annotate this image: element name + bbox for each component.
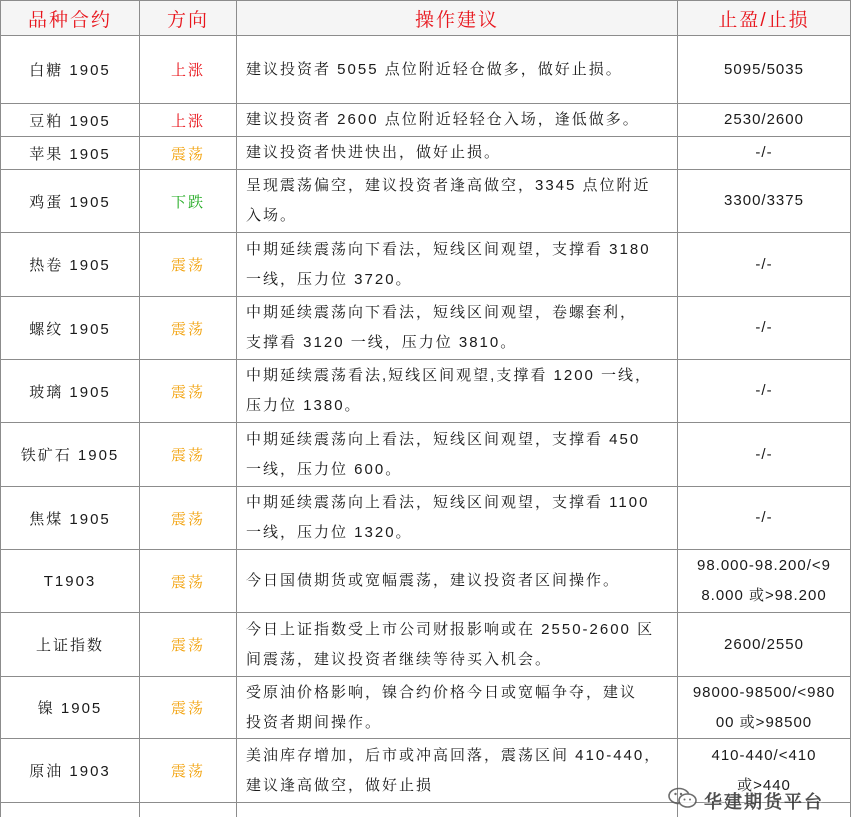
stop-cell: [678, 104, 851, 136]
direction-label: 上涨: [170, 62, 205, 79]
variety-label: 玻璃 1905: [29, 383, 111, 401]
header-stop: [678, 1, 851, 35]
stop-cell: [678, 360, 851, 422]
empty-cell: [1, 803, 140, 817]
stop-line: -/-: [755, 382, 773, 399]
variety-label: 上证指数: [35, 637, 104, 654]
stop-line: -/-: [755, 445, 773, 463]
advice-line: 投资者期间操作。: [246, 713, 383, 731]
advice-cell: [237, 677, 678, 738]
stop-line: 5095/5035: [724, 60, 804, 78]
table-header-row: [1, 0, 851, 36]
header-advice: [237, 1, 678, 35]
variety-cell: [1, 613, 140, 676]
advice-line: 中期延续震荡看法,短线区间观望,支撑看 1200 一线，: [246, 367, 653, 384]
direction-label: 震荡: [170, 145, 205, 163]
variety-cell: [1, 137, 140, 169]
direction-cell: [140, 297, 237, 359]
advice-line: 今日上证指数受上市公司财报影响或在 2550-2600 区: [246, 620, 655, 638]
advice-cell: [237, 550, 678, 612]
advice-line: 今日国债期货或宽幅震荡，建议投资者区间操作。: [246, 572, 621, 589]
variety-label: 镍 1905: [37, 700, 103, 717]
variety-label: 豆粕 1905: [29, 112, 111, 130]
variety-cell: [1, 297, 140, 359]
table-row: [1, 297, 851, 360]
stop-line: -/-: [755, 509, 773, 526]
direction-label: 震荡: [170, 573, 205, 591]
variety-label: 鸡蛋 1905: [29, 193, 111, 211]
variety-label: 苹果 1905: [29, 145, 111, 163]
variety-label: 白糖 1905: [29, 62, 111, 79]
variety-label: 铁矿石 1905: [20, 447, 120, 464]
variety-label: 热卷 1905: [29, 257, 111, 274]
direction-label: 震荡: [170, 510, 205, 528]
direction-cell: [140, 360, 237, 422]
direction-cell: [140, 550, 237, 612]
direction-label: 上涨: [170, 112, 205, 130]
stop-cell: [678, 137, 851, 169]
table-row: [1, 36, 851, 104]
advice-cell: [237, 233, 678, 296]
table-row: [1, 423, 851, 487]
advice-cell: [237, 104, 678, 136]
stop-line: 00 或>98500: [715, 713, 813, 731]
watermark-text: 华建期货平台: [704, 791, 824, 812]
direction-cell: [140, 423, 237, 486]
variety-cell: [1, 550, 140, 612]
advice-cell: [237, 137, 678, 169]
advice-cell: [237, 36, 678, 103]
advice-line: 建议投资者 5055 点位附近轻仓做多，做好止损。: [246, 60, 623, 78]
stop-cell: [678, 170, 851, 232]
advice-cell: [237, 297, 678, 359]
header-advice-label: 操作建议: [414, 9, 499, 31]
stop-line: 或>440: [737, 776, 791, 794]
direction-cell: [140, 137, 237, 169]
stop-line: 2530/2600: [724, 111, 804, 128]
advice-cell: [237, 613, 678, 676]
direction-cell: [140, 170, 237, 232]
direction-label: 震荡: [170, 637, 205, 654]
variety-cell: [1, 36, 140, 103]
stop-line: 3300/3375: [724, 192, 804, 209]
direction-cell: [140, 613, 237, 676]
advice-line: 一线，压力位 1320。: [246, 524, 413, 541]
table-row: [1, 613, 851, 677]
direction-cell: [140, 739, 237, 802]
advice-line: 间震荡，建议投资者继续等待买入机会。: [246, 650, 553, 668]
stop-line: 2600/2550: [724, 635, 804, 653]
variety-cell: [1, 360, 140, 422]
stop-line: 98.000-98.200/<9: [696, 557, 832, 574]
advice-cell: [237, 423, 678, 486]
header-variety-label: 品种合约: [27, 9, 112, 31]
variety-label: T1903: [43, 572, 97, 590]
direction-cell: [140, 233, 237, 296]
direction-label: 震荡: [170, 257, 205, 274]
direction-label: 震荡: [170, 763, 205, 780]
advice-line: 支撑看 3120 一线，压力位 3810。: [246, 334, 518, 351]
direction-label: 震荡: [170, 383, 205, 401]
header-direction: [140, 1, 237, 35]
advice-line: 建议投资者 2600 点位附近轻轻仓入场，逢低做多。: [246, 111, 640, 128]
direction-label: 震荡: [170, 320, 205, 338]
advice-line: 中期延续震荡向上看法，短线区间观望，支撑看 1100: [246, 494, 650, 511]
table-row: [1, 104, 851, 137]
direction-cell: [140, 104, 237, 136]
advice-cell: [237, 170, 678, 232]
table-row: [1, 550, 851, 613]
stop-line: 98000-98500/<980: [692, 683, 836, 701]
stop-line: 410-440/<410: [711, 746, 817, 764]
advice-line: 建议投资者快进快出，做好止损。: [246, 144, 502, 161]
variety-cell: [1, 423, 140, 486]
stop-line: -/-: [755, 144, 773, 161]
header-stop-label: 止盈/止损: [718, 9, 810, 31]
header-direction-label: 方向: [166, 9, 209, 31]
table-row: [1, 487, 851, 550]
advice-line: 中期延续震荡向上看法，短线区间观望，支撑看 450: [246, 430, 641, 448]
stop-line: -/-: [755, 319, 773, 336]
table-row: [1, 233, 851, 297]
advice-line: 美油库存增加，后市或冲高回落，震荡区间 410-440，: [246, 746, 662, 764]
direction-cell: [140, 677, 237, 738]
stop-cell: [678, 36, 851, 103]
advice-line: 中期延续震荡向下看法，短线区间观望，支撑看 3180: [246, 240, 651, 258]
advice-cell: [237, 360, 678, 422]
stop-cell: [678, 677, 851, 738]
stop-cell: [678, 297, 851, 359]
wechat-icon: [668, 787, 698, 814]
advice-line: 建议逢高做空，做好止损: [246, 776, 434, 794]
direction-label: 震荡: [170, 700, 205, 717]
variety-cell: [1, 487, 140, 549]
table-row: [1, 360, 851, 423]
table-row: [1, 137, 851, 170]
empty-cell: [237, 803, 678, 817]
table-row: [1, 677, 851, 739]
direction-cell: [140, 36, 237, 103]
stop-cell: [678, 487, 851, 549]
table-row: [1, 170, 851, 233]
stop-cell: [678, 550, 851, 612]
header-variety: [1, 1, 140, 35]
watermark: [668, 787, 824, 814]
advice-line: 呈现震荡偏空，建议投资者逢高做空，3345 点位附近: [246, 177, 651, 194]
variety-cell: [1, 233, 140, 296]
variety-label: 螺纹 1905: [29, 320, 111, 338]
advice-line: 受原油价格影响，镍合约价格今日或宽幅争夺，建议: [246, 683, 638, 701]
stop-line: -/-: [755, 255, 773, 273]
table-body: [1, 36, 851, 803]
direction-label: 震荡: [170, 447, 205, 464]
variety-label: 焦煤 1905: [29, 510, 111, 528]
variety-cell: [1, 104, 140, 136]
stop-cell: [678, 233, 851, 296]
variety-cell: [1, 170, 140, 232]
direction-cell: [140, 487, 237, 549]
advice-line: 入场。: [246, 207, 298, 224]
advice-cell: [237, 739, 678, 802]
empty-cell: [140, 803, 237, 817]
advice-line: 压力位 1380。: [246, 397, 362, 414]
stop-cell: [678, 613, 851, 676]
variety-cell: [1, 739, 140, 802]
variety-label: 原油 1903: [29, 763, 111, 780]
advice-cell: [237, 487, 678, 549]
direction-label: 下跌: [170, 193, 205, 211]
variety-cell: [1, 677, 140, 738]
advice-line: 中期延续震荡向下看法，短线区间观望，卷螺套利，: [246, 304, 638, 321]
advice-line: 一线，压力位 600。: [246, 460, 403, 478]
advice-line: 一线，压力位 3720。: [246, 270, 413, 288]
stop-cell: [678, 423, 851, 486]
stop-line: 8.000 或>98.200: [701, 587, 827, 604]
